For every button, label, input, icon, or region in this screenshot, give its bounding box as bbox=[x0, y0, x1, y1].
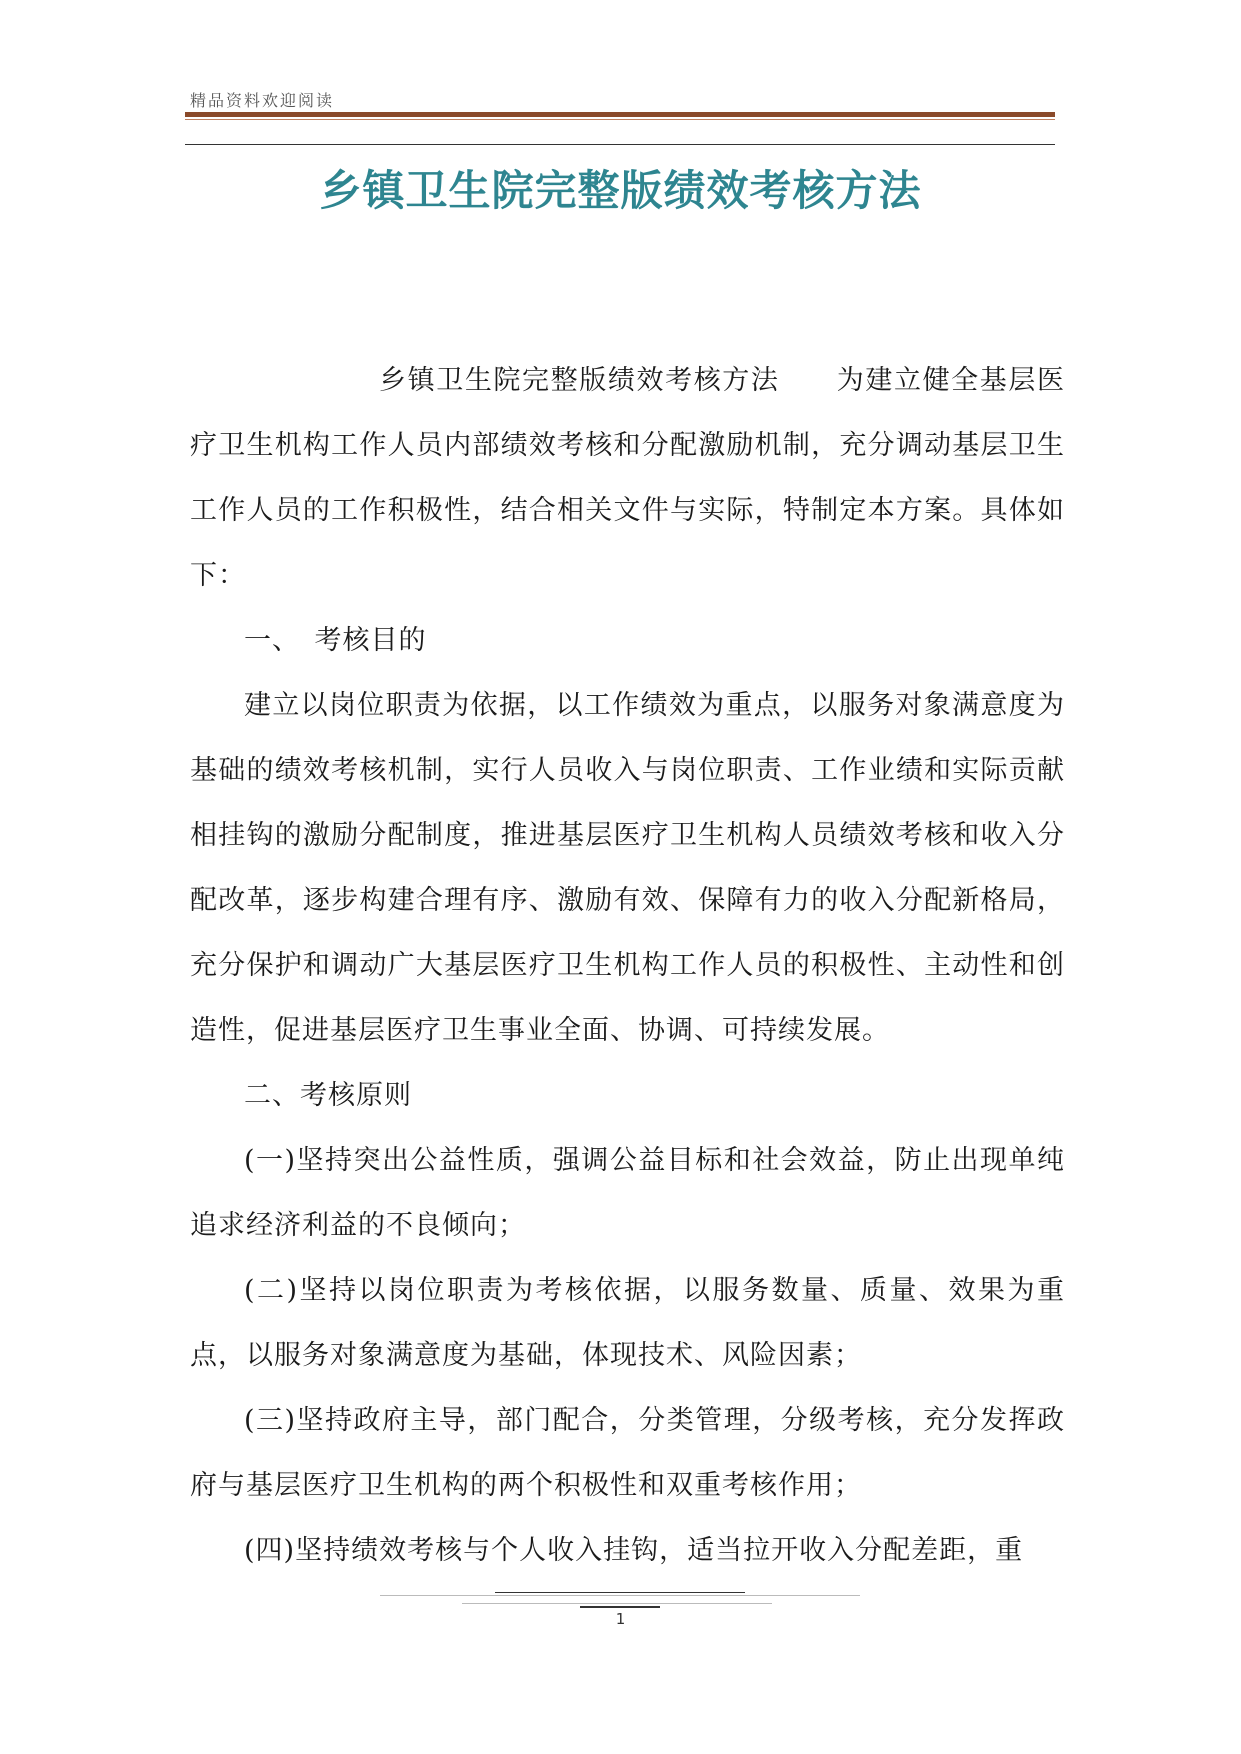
section-heading-principles: 二、考核原则 bbox=[244, 1080, 412, 1111]
page-header-text: 精品资料欢迎阅读 bbox=[190, 91, 335, 110]
footer-rule bbox=[462, 1603, 772, 1604]
document-body bbox=[190, 348, 1065, 1583]
document-title: 乡镇卫生院完整版绩效考核方法 bbox=[319, 166, 922, 215]
header-divider bbox=[185, 144, 1055, 145]
principle-item: (二)坚持以岗位职责为考核依据，以服务数量、质量、效果为重点，以服务对象满意度为基础，体现技术、风险因素； bbox=[190, 1275, 1065, 1371]
header-rule-accent bbox=[185, 119, 1055, 120]
footer-rule bbox=[495, 1592, 745, 1593]
header-rule bbox=[185, 112, 1055, 117]
footer-rule bbox=[580, 1606, 660, 1608]
footer-rule bbox=[380, 1595, 860, 1596]
principle-item: (一)坚持突出公益性质，强调公益目标和社会效益，防止出现单纯追求经济利益的不良倾向； bbox=[190, 1145, 1065, 1241]
section-heading-purpose: 一、 考核目的 bbox=[244, 625, 427, 656]
section-body-purpose: 建立以岗位职责为依据，以工作绩效为重点，以服务对象满意度为基础的绩效考核机制，实行人员收入与岗位职责、工作业绩和实际贡献相挂钩的激励分配制度，推进基层医疗卫生机构人员绩效考核和收入分配改革，逐步构建合理有序、激励有效、保障有力的收入分配新格局，充分保护和调动广大基层医疗卫生机构工作人员的积极性、主动性和创造性，促进基层医疗卫生事业全面、协调、可持续发展。 bbox=[190, 690, 1065, 1046]
principle-item: (四)坚持绩效考核与个人收入挂钩，适当拉开收入分配差距，重 bbox=[244, 1535, 1024, 1566]
page-number: 1 bbox=[615, 1610, 626, 1628]
intro-paragraph: 乡镇卫生院完整版绩效考核方法 为建立健全基层医疗卫生机构工作人员内部绩效考核和分配激励机制，充分调动基层卫生工作人员的工作积极性，结合相关文件与实际，特制定本方案。具体如下： bbox=[190, 365, 1065, 591]
principle-item: (三)坚持政府主导，部门配合，分类管理，分级考核，充分发挥政府与基层医疗卫生机构的两个积极性和双重考核作用； bbox=[190, 1405, 1065, 1501]
